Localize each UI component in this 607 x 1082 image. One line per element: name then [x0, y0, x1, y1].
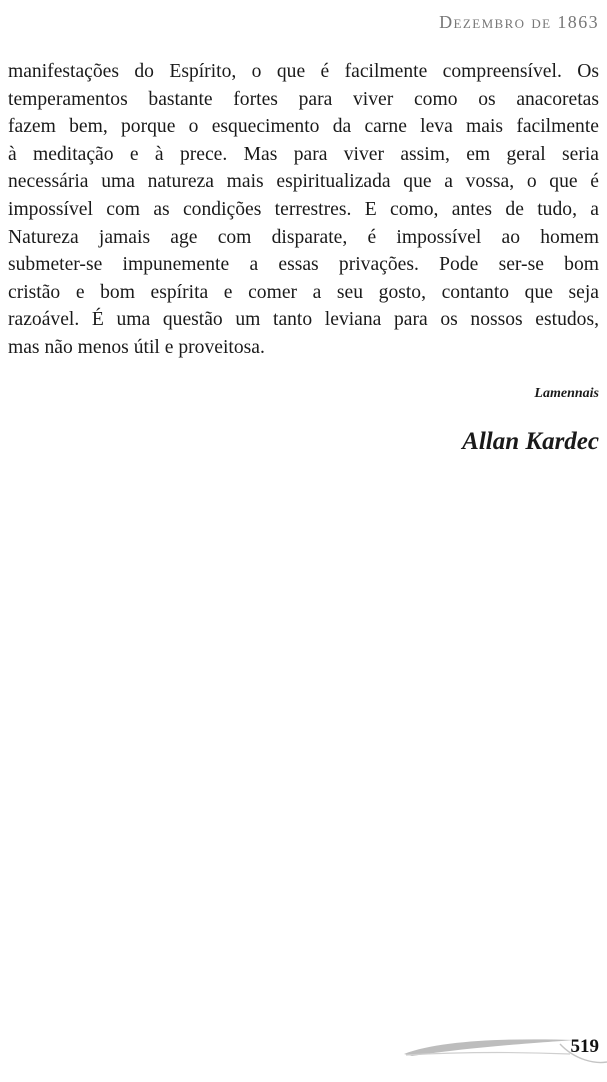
text-line: à meditação e à prece. Mas para viver assim, em geral seria: [8, 143, 599, 165]
author-signature: Allan Kardec: [462, 428, 599, 455]
text-line: submeter-se impunemente a essas privações. Pode ser-se bom: [8, 254, 599, 276]
text-line: mas não menos útil e proveitosa.: [8, 336, 265, 358]
text-line: impossível com as condições terrestres. E como, antes de tudo, a: [8, 198, 599, 220]
running-header: Dezembro de 1863: [439, 12, 599, 32]
page-number: 519: [570, 1036, 599, 1057]
text-line: cristão e bom espírita e comer a seu gosto, contanto que seja: [8, 281, 599, 303]
text-line: razoável. É uma questão um tanto leviana para os nossos estudos,: [8, 309, 599, 331]
spirit-signature: Lamennais: [534, 386, 599, 401]
text-line: temperamentos bastante fortes para viver como os anacoretas: [8, 88, 599, 110]
text-line: necessária uma natureza mais espiritualizada que a vossa, o que é: [8, 171, 599, 193]
text-line: fazem bem, porque o esquecimento da carne leva mais facilmente: [8, 116, 599, 138]
body-paragraph: [8, 58, 599, 362]
text-line: Natureza jamais age com disparate, é impossível ao homem: [8, 226, 599, 248]
text-line: manifestações do Espírito, o que é facilmente compreensível. Os: [8, 61, 599, 82]
